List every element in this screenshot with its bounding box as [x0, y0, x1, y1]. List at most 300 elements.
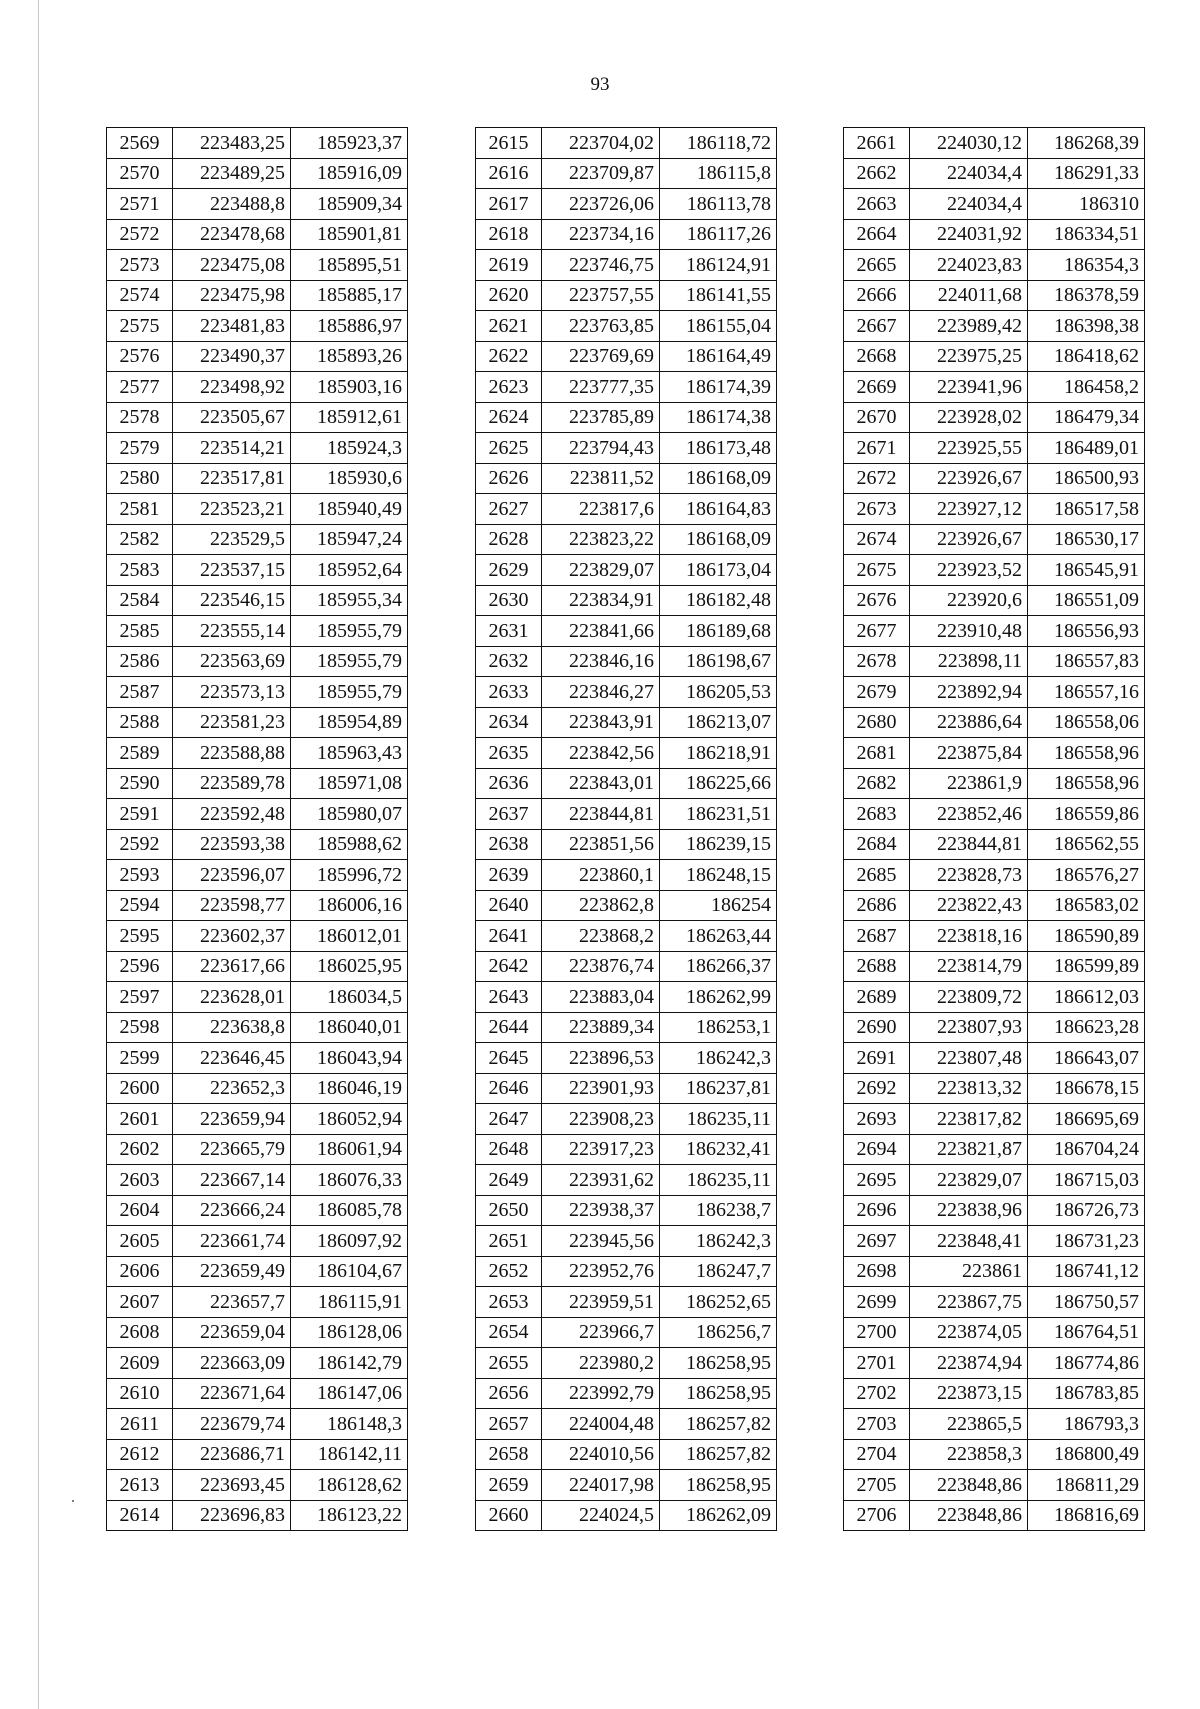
table-row [107, 555, 408, 586]
table-row [844, 1470, 1145, 1501]
y-coordinate-cell: 186517,58 [1028, 494, 1145, 525]
table-row [844, 402, 1145, 433]
x-coordinate-cell: 223952,76 [542, 1256, 660, 1287]
table-row [107, 829, 408, 860]
point-number-cell: 2613 [107, 1470, 173, 1501]
y-coordinate-cell: 186052,94 [291, 1104, 408, 1135]
table-row [844, 799, 1145, 830]
y-coordinate-cell: 186198,67 [660, 646, 777, 677]
point-number-cell: 2591 [107, 799, 173, 830]
y-coordinate-cell: 186254 [660, 890, 777, 921]
table-row [844, 1317, 1145, 1348]
x-coordinate-cell: 223498,92 [173, 372, 291, 403]
table-row [844, 1287, 1145, 1318]
table-row [107, 1012, 408, 1043]
table-row [476, 1043, 777, 1074]
table-row [107, 1104, 408, 1135]
table-row [476, 250, 777, 281]
y-coordinate-cell: 186242,3 [660, 1043, 777, 1074]
point-number-cell: 2637 [476, 799, 542, 830]
point-number-cell: 2663 [844, 189, 910, 220]
point-number-cell: 2636 [476, 768, 542, 799]
table-row [844, 829, 1145, 860]
y-coordinate-cell: 185901,81 [291, 219, 408, 250]
point-number-cell: 2605 [107, 1226, 173, 1257]
y-coordinate-cell: 186174,39 [660, 372, 777, 403]
point-number-cell: 2692 [844, 1073, 910, 1104]
table-row [844, 951, 1145, 982]
x-coordinate-cell: 223777,35 [542, 372, 660, 403]
point-number-cell: 2655 [476, 1348, 542, 1379]
x-coordinate-cell: 223838,96 [910, 1195, 1028, 1226]
y-coordinate-cell: 185924,3 [291, 433, 408, 464]
x-coordinate-cell: 223652,3 [173, 1073, 291, 1104]
x-coordinate-cell: 223666,24 [173, 1195, 291, 1226]
table-row [107, 128, 408, 159]
x-coordinate-cell: 223928,02 [910, 402, 1028, 433]
y-coordinate-cell: 185903,16 [291, 372, 408, 403]
x-coordinate-cell: 223809,72 [910, 982, 1028, 1013]
y-coordinate-cell: 186043,94 [291, 1043, 408, 1074]
point-number-cell: 2706 [844, 1500, 910, 1531]
x-coordinate-cell: 223807,48 [910, 1043, 1028, 1074]
table-row [476, 494, 777, 525]
point-number-cell: 2608 [107, 1317, 173, 1348]
y-coordinate-cell: 186205,53 [660, 677, 777, 708]
point-number-cell: 2569 [107, 128, 173, 159]
point-number-cell: 2672 [844, 463, 910, 494]
y-coordinate-cell: 186704,24 [1028, 1134, 1145, 1165]
table-row [844, 1256, 1145, 1287]
y-coordinate-cell: 186458,2 [1028, 372, 1145, 403]
table-row [844, 219, 1145, 250]
table-row [107, 982, 408, 1013]
x-coordinate-cell: 223598,77 [173, 890, 291, 921]
y-coordinate-cell: 185912,61 [291, 402, 408, 433]
point-number-cell: 2652 [476, 1256, 542, 1287]
y-coordinate-cell: 186310 [1028, 189, 1145, 220]
table-row [107, 738, 408, 769]
table-row [107, 158, 408, 189]
point-number-cell: 2578 [107, 402, 173, 433]
table-row [107, 1226, 408, 1257]
table-row [844, 494, 1145, 525]
point-number-cell: 2592 [107, 829, 173, 860]
table-row [476, 463, 777, 494]
x-coordinate-cell: 223490,37 [173, 341, 291, 372]
table-row [107, 1287, 408, 1318]
y-coordinate-cell: 186189,68 [660, 616, 777, 647]
coordinates-table-body [476, 128, 777, 1531]
x-coordinate-cell: 223846,16 [542, 646, 660, 677]
point-number-cell: 2642 [476, 951, 542, 982]
x-coordinate-cell: 223523,21 [173, 494, 291, 525]
y-coordinate-cell: 186262,09 [660, 1500, 777, 1531]
point-number-cell: 2699 [844, 1287, 910, 1318]
x-coordinate-cell: 223848,41 [910, 1226, 1028, 1257]
point-number-cell: 2680 [844, 707, 910, 738]
y-coordinate-cell: 186599,89 [1028, 951, 1145, 982]
x-coordinate-cell: 223989,42 [910, 311, 1028, 342]
y-coordinate-cell: 186182,48 [660, 585, 777, 616]
x-coordinate-cell: 223665,79 [173, 1134, 291, 1165]
table-row [476, 1195, 777, 1226]
point-number-cell: 2659 [476, 1470, 542, 1501]
point-number-cell: 2585 [107, 616, 173, 647]
table-row [844, 677, 1145, 708]
x-coordinate-cell: 223841,66 [542, 616, 660, 647]
table-row [107, 585, 408, 616]
y-coordinate-cell: 186256,7 [660, 1317, 777, 1348]
y-coordinate-cell: 186141,55 [660, 280, 777, 311]
y-coordinate-cell: 186583,02 [1028, 890, 1145, 921]
point-number-cell: 2615 [476, 128, 542, 159]
x-coordinate-cell: 223851,56 [542, 829, 660, 860]
table-row [476, 189, 777, 220]
point-number-cell: 2650 [476, 1195, 542, 1226]
point-number-cell: 2640 [476, 890, 542, 921]
scan-speck [72, 1500, 74, 1502]
coordinates-table-body [107, 128, 408, 1531]
y-coordinate-cell: 186034,5 [291, 982, 408, 1013]
table-row [844, 738, 1145, 769]
table-row [107, 1073, 408, 1104]
y-coordinate-cell: 185971,08 [291, 768, 408, 799]
y-coordinate-cell: 185947,24 [291, 524, 408, 555]
y-coordinate-cell: 186774,86 [1028, 1348, 1145, 1379]
x-coordinate-cell: 223734,16 [542, 219, 660, 250]
x-coordinate-cell: 223813,32 [910, 1073, 1028, 1104]
x-coordinate-cell: 223593,38 [173, 829, 291, 860]
point-number-cell: 2612 [107, 1439, 173, 1470]
x-coordinate-cell: 223686,71 [173, 1439, 291, 1470]
x-coordinate-cell: 223844,81 [910, 829, 1028, 860]
table-row [476, 1287, 777, 1318]
y-coordinate-cell: 186783,85 [1028, 1378, 1145, 1409]
point-number-cell: 2633 [476, 677, 542, 708]
x-coordinate-cell: 223898,11 [910, 646, 1028, 677]
point-number-cell: 2582 [107, 524, 173, 555]
x-coordinate-cell: 223834,91 [542, 585, 660, 616]
y-coordinate-cell: 185893,26 [291, 341, 408, 372]
x-coordinate-cell: 223704,02 [542, 128, 660, 159]
x-coordinate-cell: 223592,48 [173, 799, 291, 830]
x-coordinate-cell: 224011,68 [910, 280, 1028, 311]
coordinates-table-1 [106, 127, 408, 1531]
x-coordinate-cell: 224024,5 [542, 1500, 660, 1531]
x-coordinate-cell: 223489,25 [173, 158, 291, 189]
table-row [844, 1165, 1145, 1196]
point-number-cell: 2639 [476, 860, 542, 891]
point-number-cell: 2610 [107, 1378, 173, 1409]
y-coordinate-cell: 186257,82 [660, 1409, 777, 1440]
page-number: 93 [590, 74, 610, 95]
point-number-cell: 2658 [476, 1439, 542, 1470]
table-row [844, 707, 1145, 738]
x-coordinate-cell: 223763,85 [542, 311, 660, 342]
table-row [844, 1195, 1145, 1226]
table-row [844, 280, 1145, 311]
table-row [107, 463, 408, 494]
point-number-cell: 2675 [844, 555, 910, 586]
y-coordinate-cell: 186124,91 [660, 250, 777, 281]
x-coordinate-cell: 223663,09 [173, 1348, 291, 1379]
point-number-cell: 2664 [844, 219, 910, 250]
y-coordinate-cell: 186225,66 [660, 768, 777, 799]
table-row [476, 341, 777, 372]
point-number-cell: 2594 [107, 890, 173, 921]
x-coordinate-cell: 223941,96 [910, 372, 1028, 403]
y-coordinate-cell: 186213,07 [660, 707, 777, 738]
table-row [107, 1043, 408, 1074]
point-number-cell: 2657 [476, 1409, 542, 1440]
point-number-cell: 2589 [107, 738, 173, 769]
point-number-cell: 2677 [844, 616, 910, 647]
point-number-cell: 2577 [107, 372, 173, 403]
point-number-cell: 2571 [107, 189, 173, 220]
point-number-cell: 2600 [107, 1073, 173, 1104]
y-coordinate-cell: 186257,82 [660, 1439, 777, 1470]
table-row [476, 1165, 777, 1196]
x-coordinate-cell: 223926,67 [910, 524, 1028, 555]
table-row [107, 1134, 408, 1165]
y-coordinate-cell: 186040,01 [291, 1012, 408, 1043]
y-coordinate-cell: 185885,17 [291, 280, 408, 311]
table-row [476, 982, 777, 1013]
y-coordinate-cell: 186764,51 [1028, 1317, 1145, 1348]
table-row [844, 372, 1145, 403]
y-coordinate-cell: 186239,15 [660, 829, 777, 860]
x-coordinate-cell: 223829,07 [542, 555, 660, 586]
point-number-cell: 2632 [476, 646, 542, 677]
y-coordinate-cell: 186551,09 [1028, 585, 1145, 616]
x-coordinate-cell: 223646,45 [173, 1043, 291, 1074]
x-coordinate-cell: 223823,22 [542, 524, 660, 555]
point-number-cell: 2638 [476, 829, 542, 860]
x-coordinate-cell: 223483,25 [173, 128, 291, 159]
table-row [844, 433, 1145, 464]
y-coordinate-cell: 186252,65 [660, 1287, 777, 1318]
y-coordinate-cell: 185980,07 [291, 799, 408, 830]
table-row [476, 707, 777, 738]
table-row [476, 1378, 777, 1409]
x-coordinate-cell: 223860,1 [542, 860, 660, 891]
y-coordinate-cell: 185988,62 [291, 829, 408, 860]
x-coordinate-cell: 223889,34 [542, 1012, 660, 1043]
point-number-cell: 2666 [844, 280, 910, 311]
point-number-cell: 2611 [107, 1409, 173, 1440]
y-coordinate-cell: 186253,1 [660, 1012, 777, 1043]
table-row [476, 738, 777, 769]
x-coordinate-cell: 223628,01 [173, 982, 291, 1013]
x-coordinate-cell: 223475,08 [173, 250, 291, 281]
table-row [476, 829, 777, 860]
y-coordinate-cell: 186164,49 [660, 341, 777, 372]
x-coordinate-cell: 224004,48 [542, 1409, 660, 1440]
y-coordinate-cell: 186558,06 [1028, 707, 1145, 738]
point-number-cell: 2688 [844, 951, 910, 982]
x-coordinate-cell: 223726,06 [542, 189, 660, 220]
x-coordinate-cell: 223475,98 [173, 280, 291, 311]
y-coordinate-cell: 186237,81 [660, 1073, 777, 1104]
x-coordinate-cell: 223868,2 [542, 921, 660, 952]
point-number-cell: 2670 [844, 402, 910, 433]
table-row [476, 1500, 777, 1531]
y-coordinate-cell: 186557,83 [1028, 646, 1145, 677]
point-number-cell: 2576 [107, 341, 173, 372]
y-coordinate-cell: 186238,7 [660, 1195, 777, 1226]
point-number-cell: 2702 [844, 1378, 910, 1409]
point-number-cell: 2686 [844, 890, 910, 921]
table-row [107, 1195, 408, 1226]
point-number-cell: 2700 [844, 1317, 910, 1348]
point-number-cell: 2648 [476, 1134, 542, 1165]
point-number-cell: 2601 [107, 1104, 173, 1135]
y-coordinate-cell: 186258,95 [660, 1348, 777, 1379]
table-row [107, 1256, 408, 1287]
table-row [107, 402, 408, 433]
x-coordinate-cell: 223865,5 [910, 1409, 1028, 1440]
y-coordinate-cell: 186557,16 [1028, 677, 1145, 708]
y-coordinate-cell: 185952,64 [291, 555, 408, 586]
y-coordinate-cell: 186678,15 [1028, 1073, 1145, 1104]
y-coordinate-cell: 186418,62 [1028, 341, 1145, 372]
point-number-cell: 2705 [844, 1470, 910, 1501]
x-coordinate-cell: 223848,86 [910, 1500, 1028, 1531]
x-coordinate-cell: 223596,07 [173, 860, 291, 891]
table-row [107, 860, 408, 891]
point-number-cell: 2593 [107, 860, 173, 891]
table-row [107, 890, 408, 921]
x-coordinate-cell: 223529,5 [173, 524, 291, 555]
y-coordinate-cell: 185955,79 [291, 646, 408, 677]
point-number-cell: 2609 [107, 1348, 173, 1379]
point-number-cell: 2643 [476, 982, 542, 1013]
y-coordinate-cell: 186085,78 [291, 1195, 408, 1226]
point-number-cell: 2581 [107, 494, 173, 525]
table-row [476, 219, 777, 250]
y-coordinate-cell: 186258,95 [660, 1378, 777, 1409]
point-number-cell: 2695 [844, 1165, 910, 1196]
table-row [107, 250, 408, 281]
y-coordinate-cell: 186242,3 [660, 1226, 777, 1257]
x-coordinate-cell: 223901,93 [542, 1073, 660, 1104]
y-coordinate-cell: 186590,89 [1028, 921, 1145, 952]
x-coordinate-cell: 223671,64 [173, 1378, 291, 1409]
x-coordinate-cell: 224030,12 [910, 128, 1028, 159]
point-number-cell: 2679 [844, 677, 910, 708]
x-coordinate-cell: 224017,98 [542, 1470, 660, 1501]
x-coordinate-cell: 223861,9 [910, 768, 1028, 799]
table-row [107, 646, 408, 677]
point-number-cell: 2620 [476, 280, 542, 311]
table-row [107, 1500, 408, 1531]
point-number-cell: 2653 [476, 1287, 542, 1318]
point-number-cell: 2570 [107, 158, 173, 189]
table-row [844, 616, 1145, 647]
point-number-cell: 2604 [107, 1195, 173, 1226]
table-row [476, 128, 777, 159]
table-row [844, 250, 1145, 281]
point-number-cell: 2649 [476, 1165, 542, 1196]
y-coordinate-cell: 186248,15 [660, 860, 777, 891]
y-coordinate-cell: 185996,72 [291, 860, 408, 891]
point-number-cell: 2647 [476, 1104, 542, 1135]
table-row [844, 341, 1145, 372]
point-number-cell: 2619 [476, 250, 542, 281]
x-coordinate-cell: 223617,66 [173, 951, 291, 982]
point-number-cell: 2671 [844, 433, 910, 464]
point-number-cell: 2682 [844, 768, 910, 799]
x-coordinate-cell: 223661,74 [173, 1226, 291, 1257]
y-coordinate-cell: 186128,62 [291, 1470, 408, 1501]
table-row [107, 1439, 408, 1470]
point-number-cell: 2696 [844, 1195, 910, 1226]
x-coordinate-cell: 223573,13 [173, 677, 291, 708]
x-coordinate-cell: 224023,83 [910, 250, 1028, 281]
coordinates-table-body [844, 128, 1145, 1531]
point-number-cell: 2625 [476, 433, 542, 464]
point-number-cell: 2703 [844, 1409, 910, 1440]
table-row [844, 311, 1145, 342]
point-number-cell: 2673 [844, 494, 910, 525]
table-row [476, 585, 777, 616]
x-coordinate-cell: 223555,14 [173, 616, 291, 647]
x-coordinate-cell: 223938,37 [542, 1195, 660, 1226]
y-coordinate-cell: 186268,39 [1028, 128, 1145, 159]
table-row [107, 524, 408, 555]
y-coordinate-cell: 186247,7 [660, 1256, 777, 1287]
y-coordinate-cell: 186262,99 [660, 982, 777, 1013]
table-row [844, 463, 1145, 494]
point-number-cell: 2685 [844, 860, 910, 891]
x-coordinate-cell: 223927,12 [910, 494, 1028, 525]
point-number-cell: 2597 [107, 982, 173, 1013]
table-row [844, 158, 1145, 189]
point-number-cell: 2627 [476, 494, 542, 525]
point-number-cell: 2573 [107, 250, 173, 281]
x-coordinate-cell: 223769,69 [542, 341, 660, 372]
table-row [844, 1378, 1145, 1409]
y-coordinate-cell: 186235,11 [660, 1104, 777, 1135]
table-row [107, 280, 408, 311]
table-row [107, 1378, 408, 1409]
x-coordinate-cell: 223883,04 [542, 982, 660, 1013]
x-coordinate-cell: 223876,74 [542, 951, 660, 982]
y-coordinate-cell: 186128,06 [291, 1317, 408, 1348]
y-coordinate-cell: 186576,27 [1028, 860, 1145, 891]
y-coordinate-cell: 186559,86 [1028, 799, 1145, 830]
point-number-cell: 2651 [476, 1226, 542, 1257]
x-coordinate-cell: 223814,79 [910, 951, 1028, 982]
y-coordinate-cell: 186612,03 [1028, 982, 1145, 1013]
point-number-cell: 2631 [476, 616, 542, 647]
point-number-cell: 2697 [844, 1226, 910, 1257]
table-row [844, 646, 1145, 677]
x-coordinate-cell: 223679,74 [173, 1409, 291, 1440]
table-row [107, 677, 408, 708]
y-coordinate-cell: 186731,23 [1028, 1226, 1145, 1257]
x-coordinate-cell: 223931,62 [542, 1165, 660, 1196]
x-coordinate-cell: 223821,87 [910, 1134, 1028, 1165]
x-coordinate-cell: 223481,83 [173, 311, 291, 342]
y-coordinate-cell: 186173,04 [660, 555, 777, 586]
x-coordinate-cell: 223923,52 [910, 555, 1028, 586]
x-coordinate-cell: 223811,52 [542, 463, 660, 494]
x-coordinate-cell: 223858,3 [910, 1439, 1028, 1470]
table-row [476, 860, 777, 891]
point-number-cell: 2644 [476, 1012, 542, 1043]
